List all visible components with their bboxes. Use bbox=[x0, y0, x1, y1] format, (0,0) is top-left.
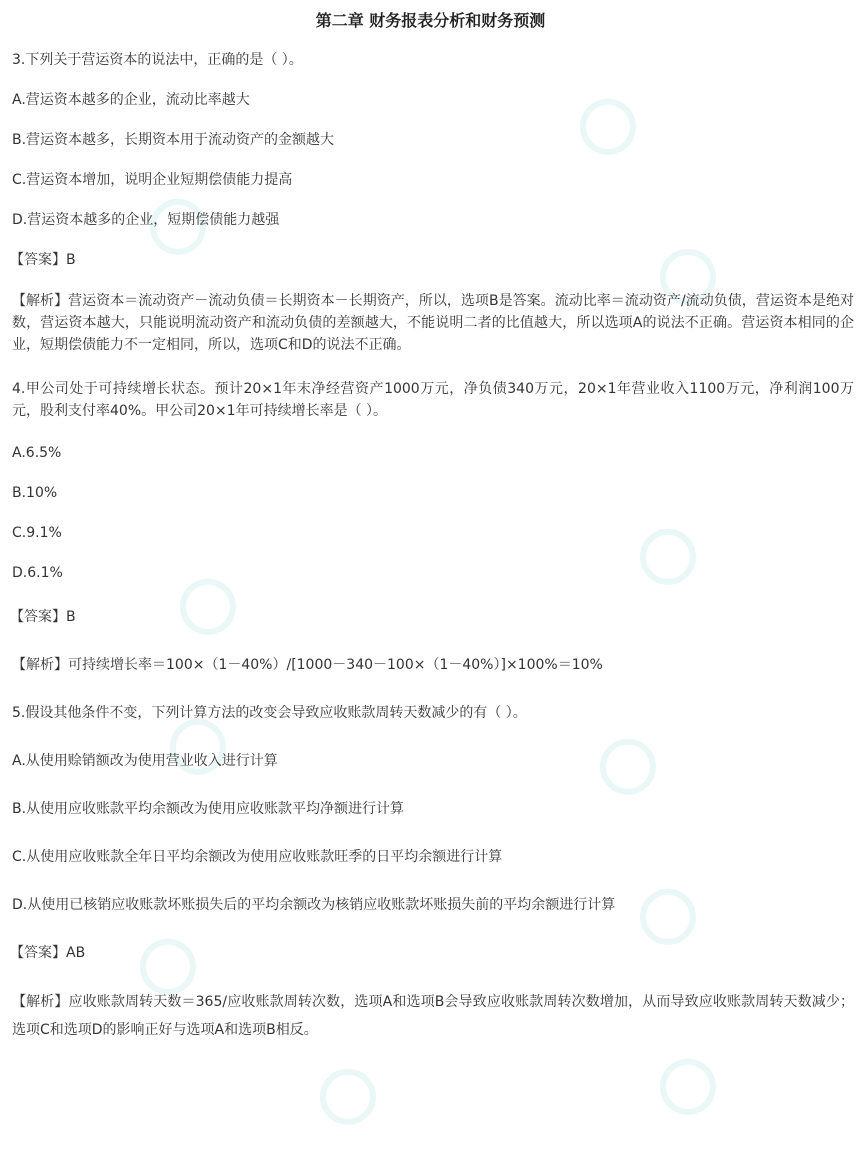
question-5-answer: 【答案】AB bbox=[10, 945, 86, 961]
chinaacc-logo-icon bbox=[648, 1047, 727, 1126]
question-4-option-c: C.9.1% bbox=[12, 525, 62, 541]
question-4-option-d: D.6.1% bbox=[12, 565, 63, 581]
question-4-analysis: 【解析】可持续增长率＝100×（1－40%）/[1000－340－100×（1－40%）]×100%＝10% bbox=[12, 657, 603, 673]
question-5-option-d: D.从使用已核销应收账款坏账损失后的平均余额改为核销应收账款坏账损失前的平均余额进行计算 bbox=[12, 897, 616, 913]
question-4-option-b: B.10% bbox=[12, 485, 58, 501]
question-4-answer: 【答案】B bbox=[10, 609, 76, 625]
question-5-option-c: C.从使用应收账款全年日平均余额改为使用应收账款旺季的日平均余额进行计算 bbox=[12, 849, 503, 865]
question-3-option-a: A.营运资本越多的企业，流动比率越大 bbox=[12, 92, 250, 108]
question-5-analysis: 【解析】应收账款周转天数＝365/应收账款周转次数，选项A和选项B会导致应收账款周转次数增加，从而导致应收账款周转天数减少；选项C和选项D的影响正好与选项A和选项B相反。 bbox=[12, 994, 854, 1038]
question-5-stem: 5.假设其他条件不变，下列计算方法的改变会导致应收账款周转天数减少的有（ ）。 bbox=[12, 705, 527, 721]
question-3-answer: 【答案】B bbox=[10, 252, 76, 268]
question-5-option-b: B.从使用应收账款平均余额改为使用应收账款平均净额进行计算 bbox=[12, 801, 405, 817]
chinaacc-logo-icon bbox=[308, 1057, 387, 1136]
watermark bbox=[136, 430, 393, 680]
question-3-option-d: D.营运资本越多的企业，短期偿债能力越强 bbox=[12, 212, 280, 228]
question-3-analysis: 【解析】营运资本＝流动资产－流动负债＝长期资本－长期资产，所以，选项B是答案。流动比率＝流动资产/流动负债，营运资本是绝对数，营运资本越大，只能说明流动资产和流动负债的差额越大，不能说明二者的比值越大，所以选项A的说法不正确。营运资本相同的企业，短期偿债能力不一定相同，所以，选项C和D的说法不正确。 bbox=[12, 293, 854, 353]
question-4-option-a: A.6.5% bbox=[12, 445, 62, 461]
question-3-option-b: B.营运资本越多，长期资本用于流动资产的金额越大 bbox=[12, 132, 335, 148]
chapter-title: 第二章 财务报表分析和财务预测 bbox=[315, 11, 546, 30]
question-3-stem: 3.下列关于营运资本的说法中，正确的是（ ）。 bbox=[12, 52, 303, 68]
question-4-stem: 4.甲公司处于可持续增长状态。预计20×1年末净经营资产1000万元，净负债340万元，20×1年营业收入1100万元，净利润100万元，股利支付率40%。甲公司20×1年可持续增长率是（ ）。 bbox=[12, 381, 854, 419]
question-3-option-c: C.营运资本增加，说明企业短期偿债能力提高 bbox=[12, 172, 293, 188]
question-5-option-a: A.从使用赊销额改为使用营业收入进行计算 bbox=[12, 753, 278, 769]
